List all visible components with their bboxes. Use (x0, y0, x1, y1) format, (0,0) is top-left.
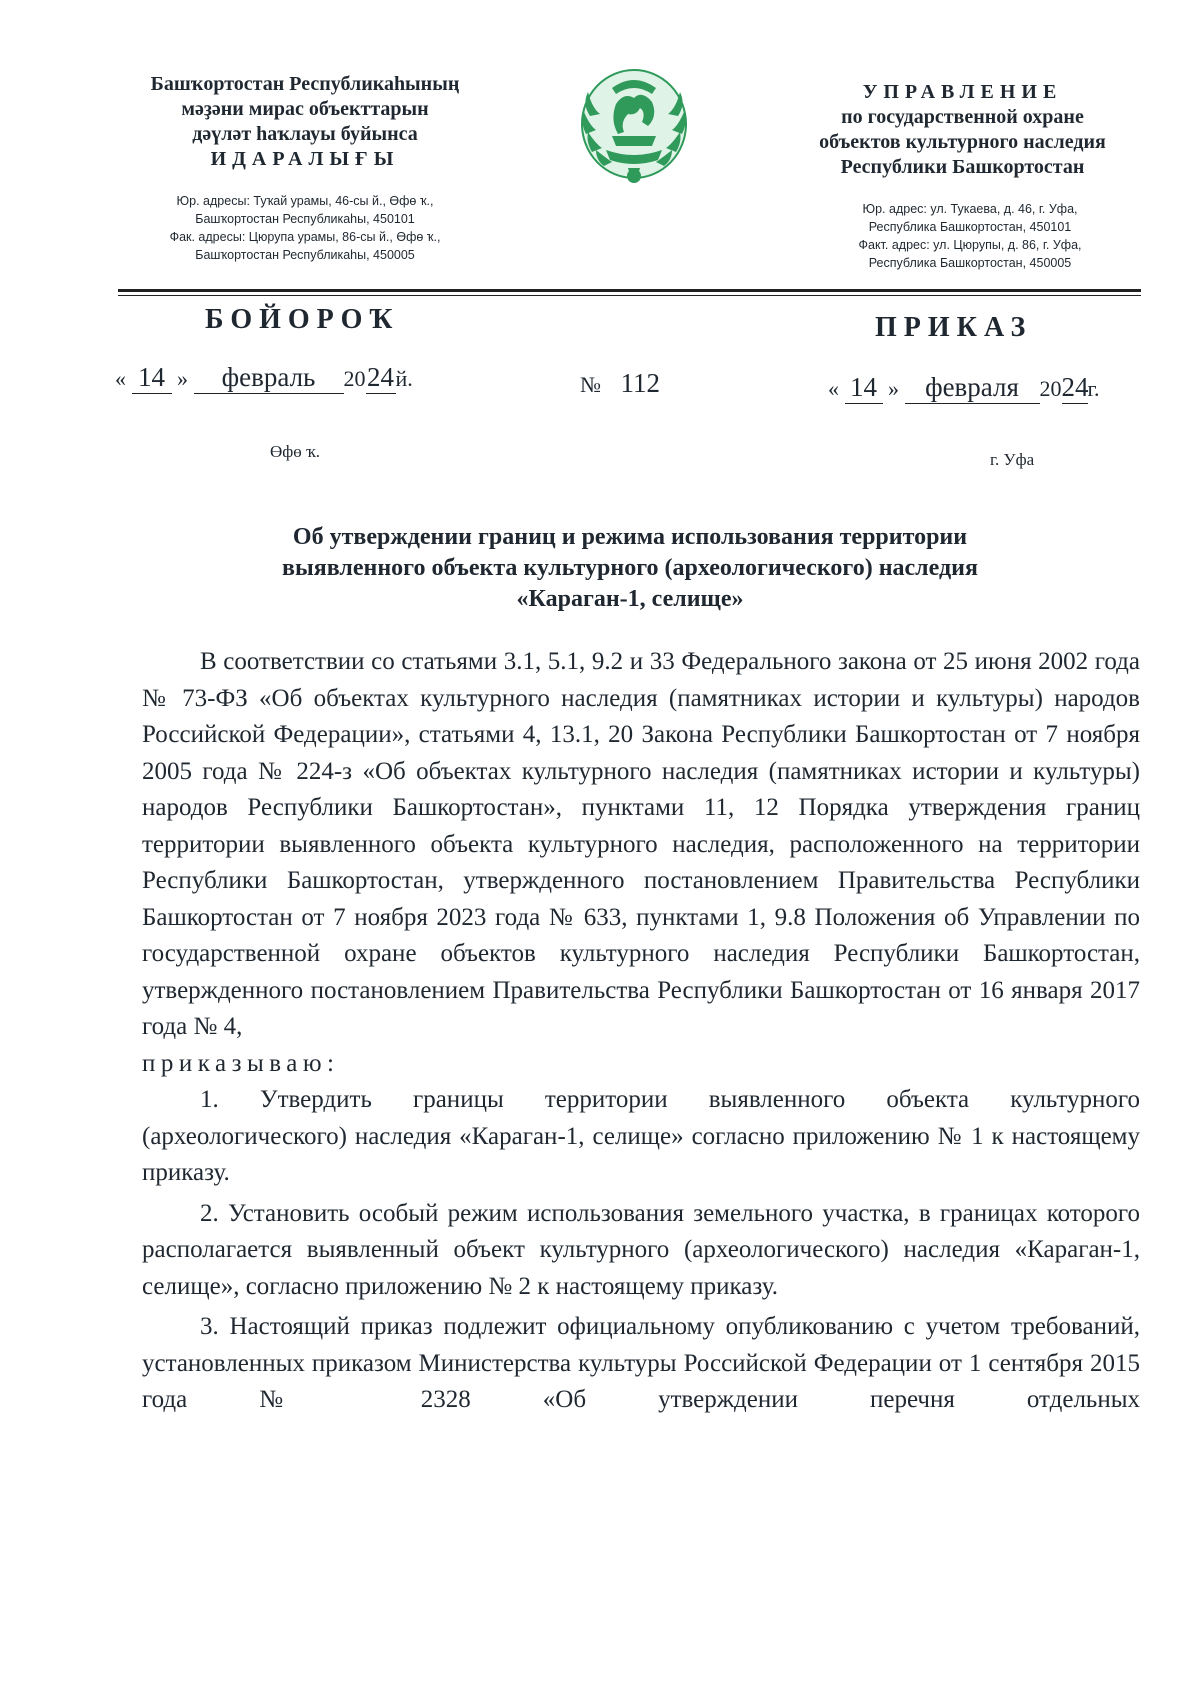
number-value: 112 (620, 368, 660, 398)
header-ru-line2: по государственной охране (841, 106, 1084, 128)
body-order-word: приказываю: (142, 1049, 340, 1077)
document-title (130, 522, 1130, 615)
bashkortostan-coat-of-arms-icon (572, 64, 696, 192)
date-ru-unit: г. (1087, 376, 1100, 401)
header-ba-line4: ИДАРАЛЫҒЫ (210, 148, 400, 170)
date-ru-open: « (828, 376, 839, 401)
date-ru-day: 14 (845, 372, 883, 404)
header-ru-line3: объектов культурного наследия (819, 131, 1106, 153)
body-item-2: 2. Установить особый режим использования земельного участка, в границах которого располагается выявленный объект культурного (археологического) наследия «Караган-1, селище», согласно приложению № 2 к настоящему приказу. (142, 1199, 1140, 1300)
address-ba-line2: Башҡортостан Республикаһы, 450101 (195, 212, 415, 226)
address-ru-line4: Республика Башкортостан, 450005 (868, 256, 1072, 270)
address-bashkir (125, 192, 485, 264)
order-number (580, 368, 660, 399)
date-ba-month: февраль (194, 362, 344, 394)
header-ba-line1: Башҡортостан Республикаһының (150, 73, 460, 95)
number-sign: № (580, 372, 601, 397)
address-ba-line1: Юр. адресы: Туҡай урамы, 46-сы й., Өфө ҡ., (176, 194, 434, 208)
address-ba-line3: Фак. адресы: Цюрупа урамы, 86-сы й., Өфө ҡ., (169, 230, 441, 244)
body-preamble: В соответствии со статьями 3.1, 5.1, 9.2 и 33 Федерального закона от 25 июня 2002 года № 73-ФЗ «Об объектах культурного наследия (памятниках истории и культуры) народов Российской Федерации», статьями 4, 13.1, 20 Закона Республики Башкортостан от 7 ноября 2005 года № 224-з «Об объектах культурного наследия (памятниках истории и культуры) народов Республики Башкортостан», пунктами 11, 12 Порядка утверждения границ территории выявленного объекта культурного наследия, расположенного на территории Республики Башкортостан, утвержденного постановлением Правительства Республики Башкортостан от 7 ноября 2023 года № 633, пунктами 1, 9.8 Положения об Управлении по государственной охране объектов культурного наследия Республики Башкортостан, утвержденного постановлением Правительства Республики Башкортостан от 16 января 2017 года № 4, (142, 648, 1140, 1040)
date-ba-year-prefix: 20 (343, 366, 366, 391)
date-ru-year-suffix: 24 (1061, 372, 1089, 402)
place-russian: г. Уфа (990, 450, 1035, 469)
title-line1: Об утверждении границ и режима использования территории (292, 524, 968, 550)
body-item-3: 3. Настоящий приказ подлежит официальному опубликованию с учетом требований, установленных приказом Министерства культуры Российской Федерации от 1 сентября 2015 года № 2328 «Об утверждении перечня отдельных (142, 1313, 1140, 1413)
order-word-bashkir: БОЙОРОҠ (205, 304, 400, 335)
header-russian (765, 80, 1160, 180)
date-ba-day: 14 (132, 362, 172, 394)
address-russian (820, 200, 1120, 272)
title-line2: выявленного объекта культурного (археологического) наследия (282, 555, 978, 581)
date-bashkir (115, 362, 413, 394)
header-divider-thin (118, 295, 1141, 296)
date-ba-close: » (177, 366, 188, 391)
header-bashkir (95, 72, 515, 172)
header-ba-line2: мәҙәни мирас объекттарын (181, 98, 429, 120)
header-ru-line1: УПРАВЛЕНИЕ (862, 81, 1063, 103)
header-ba-line3: дәүләт һаҡлауы буйынса (192, 123, 418, 145)
date-ru-close: » (888, 376, 899, 401)
order-word-russian: ПРИКАЗ (875, 312, 1033, 343)
title-line3: «Караган-1, селище» (516, 586, 744, 612)
address-ba-line4: Башҡортостан Республикаһы, 450005 (195, 248, 415, 262)
date-ru-year-prefix: 20 (1039, 376, 1062, 401)
header-divider-thick (118, 289, 1141, 292)
date-ba-open: « (115, 366, 126, 391)
date-ba-unit: й. (395, 366, 413, 391)
place-bashkir: Өфө ҡ. (270, 442, 321, 461)
header-ru-line4: Республики Башкортостан (840, 156, 1085, 178)
body-item-1: 1. Утвердить границы территории выявленного объекта культурного (археологического) наследия «Караган-1, селище» согласно приложению № 1 к настоящему приказу. (142, 1086, 1140, 1186)
address-ru-line2: Республика Башкортостан, 450101 (868, 220, 1072, 234)
address-ru-line3: Факт. адрес: ул. Цюрупы, д. 86, г. Уфа, (858, 238, 1082, 252)
date-ba-year-suffix: 24 (367, 362, 394, 392)
date-russian (828, 372, 1100, 404)
address-ru-line1: Юр. адрес: ул. Тукаева, д. 46, г. Уфа, (862, 202, 1078, 216)
document-body (142, 644, 1140, 1419)
date-ru-month: февраля (905, 372, 1040, 404)
